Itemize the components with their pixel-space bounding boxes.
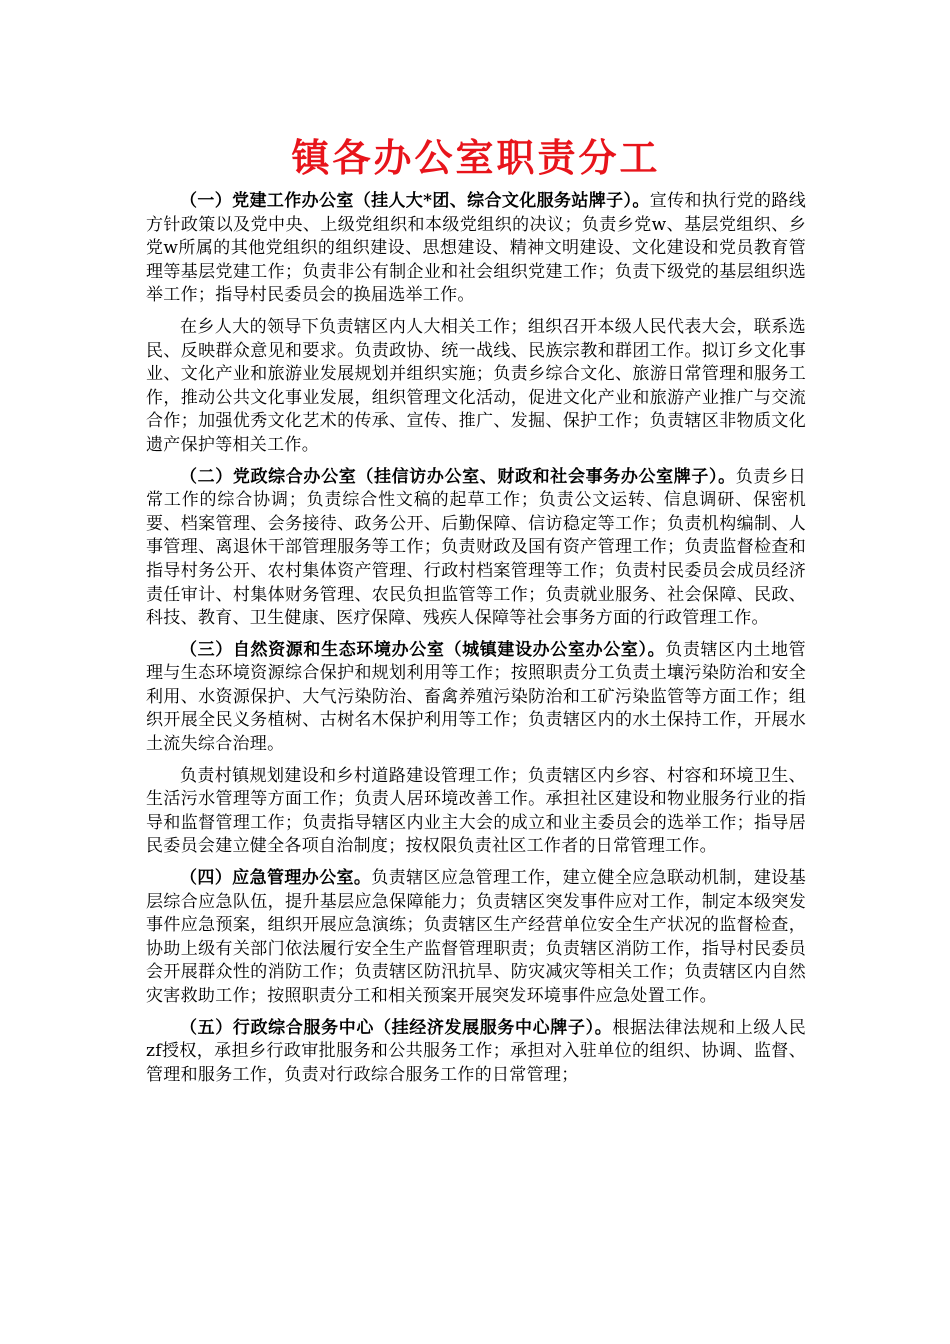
section-5-body: 根据法律法规和上级人民zf授权，承担乡行政审批服务和公共服务工作；承担对入驻单位的组织、协调、监督、管理和服务工作，负责对行政综合服务工作的日常管理； [146,1017,806,1085]
section-2-body: 负责乡日常工作的综合协调；负责综合性文稿的起草工作；负责公文运转、信息调研、保密机要、档案管理、会务接待、政务公开、后勤保障、信访稳定等工作；负责机构编制、人事管理、离退休干部管理服务等工作；负责财政及国有资产管理工作；负责监督检查和指导村务公开、农村集体资产管理、行政村档案管理等工作；负责村民委员会成员经济责任审计、村集体财务管理、农民负担监管等工作；负责就业服务、社会保障、民政、科技、教育、卫生健康、医疗保障、残疾人保障等社会事务方面的行政管理工作。 [146,466,806,629]
section-1-paragraph [146,190,806,308]
section-3-heading: （三）自然资源和生态环境办公室（城镇建设办公室办公室）。 [180,639,666,660]
section-3-paragraph-2 [146,765,806,859]
section-2-paragraph [146,466,806,631]
section-4-body: 负责辖区应急管理工作，建立健全应急联动机制，建设基层综合应急队伍，提升基层应急保障能力；负责辖区突发事件应对工作，制定本级突发事件应急预案，组织开展应急演练；负责辖区生产经营单位安全生产状况的监督检查，协助上级有关部门依法履行安全生产监督管理职责；负责辖区消防工作，指导村民委员会开展群众性的消防工作；负责辖区防汛抗旱、防灾减灾等相关工作；负责辖区内自然灾害救助工作；按照职责分工和相关预案开展突发环境事件应急处置工作。 [146,868,806,1006]
section-3-body-2: 负责村镇规划建设和乡村道路建设管理工作；负责辖区内乡容、村容和环境卫生、生活污水管理等方面工作；负责人居环境改善工作。承担社区建设和物业服务行业的指导和监督管理工作；负责指导辖区内业主大会的成立和业主委员会的选举工作；指导居民委员会建立健全各项自治制度；按权限负责社区工作者的日常管理工作。 [146,765,806,857]
section-5-paragraph [146,1017,806,1088]
section-5-heading: （五）行政综合服务中心（挂经济发展服务中心牌子）。 [180,1017,613,1038]
section-3-body: 负责辖区内土地管理与生态环境资源综合保护和规划利用等工作；按照职责分工负责土壤污染防治和安全利用、水资源保护、大气污染防治、畜禽养殖污染防治和工矿污染监管等方面工作；组织开展全民义务植树、古树名木保护利用等工作；负责辖区内的水土保持工作，开展水土流失综合治理。 [146,639,806,755]
section-1-paragraph-2 [146,316,806,458]
section-1-body-2: 在乡人大的领导下负责辖区内人大相关工作；组织召开本级人民代表大会，联系选民、反映群众意见和要求。负责政协、统一战线、民族宗教和群团工作。拟订乡文化事业、文化产业和旅游业发展规划并组织实施；负责乡综合文化、旅游日常管理和服务工作，推动公共文化事业发展，组织管理文化活动，促进文化产业和旅游产业推广与交流合作；加强优秀文化艺术的传承、宣传、推广、发掘、保护工作；负责辖区非物质文化遗产保护等相关工作。 [146,316,806,455]
section-2-heading: （二）党政综合办公室（挂信访办公室、财政和社会事务办公室牌子）。 [180,466,736,487]
section-4-paragraph [146,867,806,1009]
section-3-paragraph [146,639,806,757]
section-4-heading: （四）应急管理办公室。 [180,868,372,889]
document-title: 镇各办公室职责分工 [291,135,661,180]
section-1-body: 宣传和执行党的路线方针政策以及党中央、上级党组织和本级党组织的决议；负责乡党w、基层党组织、乡党w所属的其他党组织的组织建设、思想建设、精神文明建设、文化建设和党员教育管理等基层党建工作；负责非公有制企业和社会组织党建工作；负责下级党的基层组织选举工作；指导村民委员会的换届选举工作。 [146,191,806,306]
section-1-heading: （一）党建工作办公室（挂人大*团、综合文化服务站牌子）。 [180,191,650,211]
document-page [146,128,806,1095]
